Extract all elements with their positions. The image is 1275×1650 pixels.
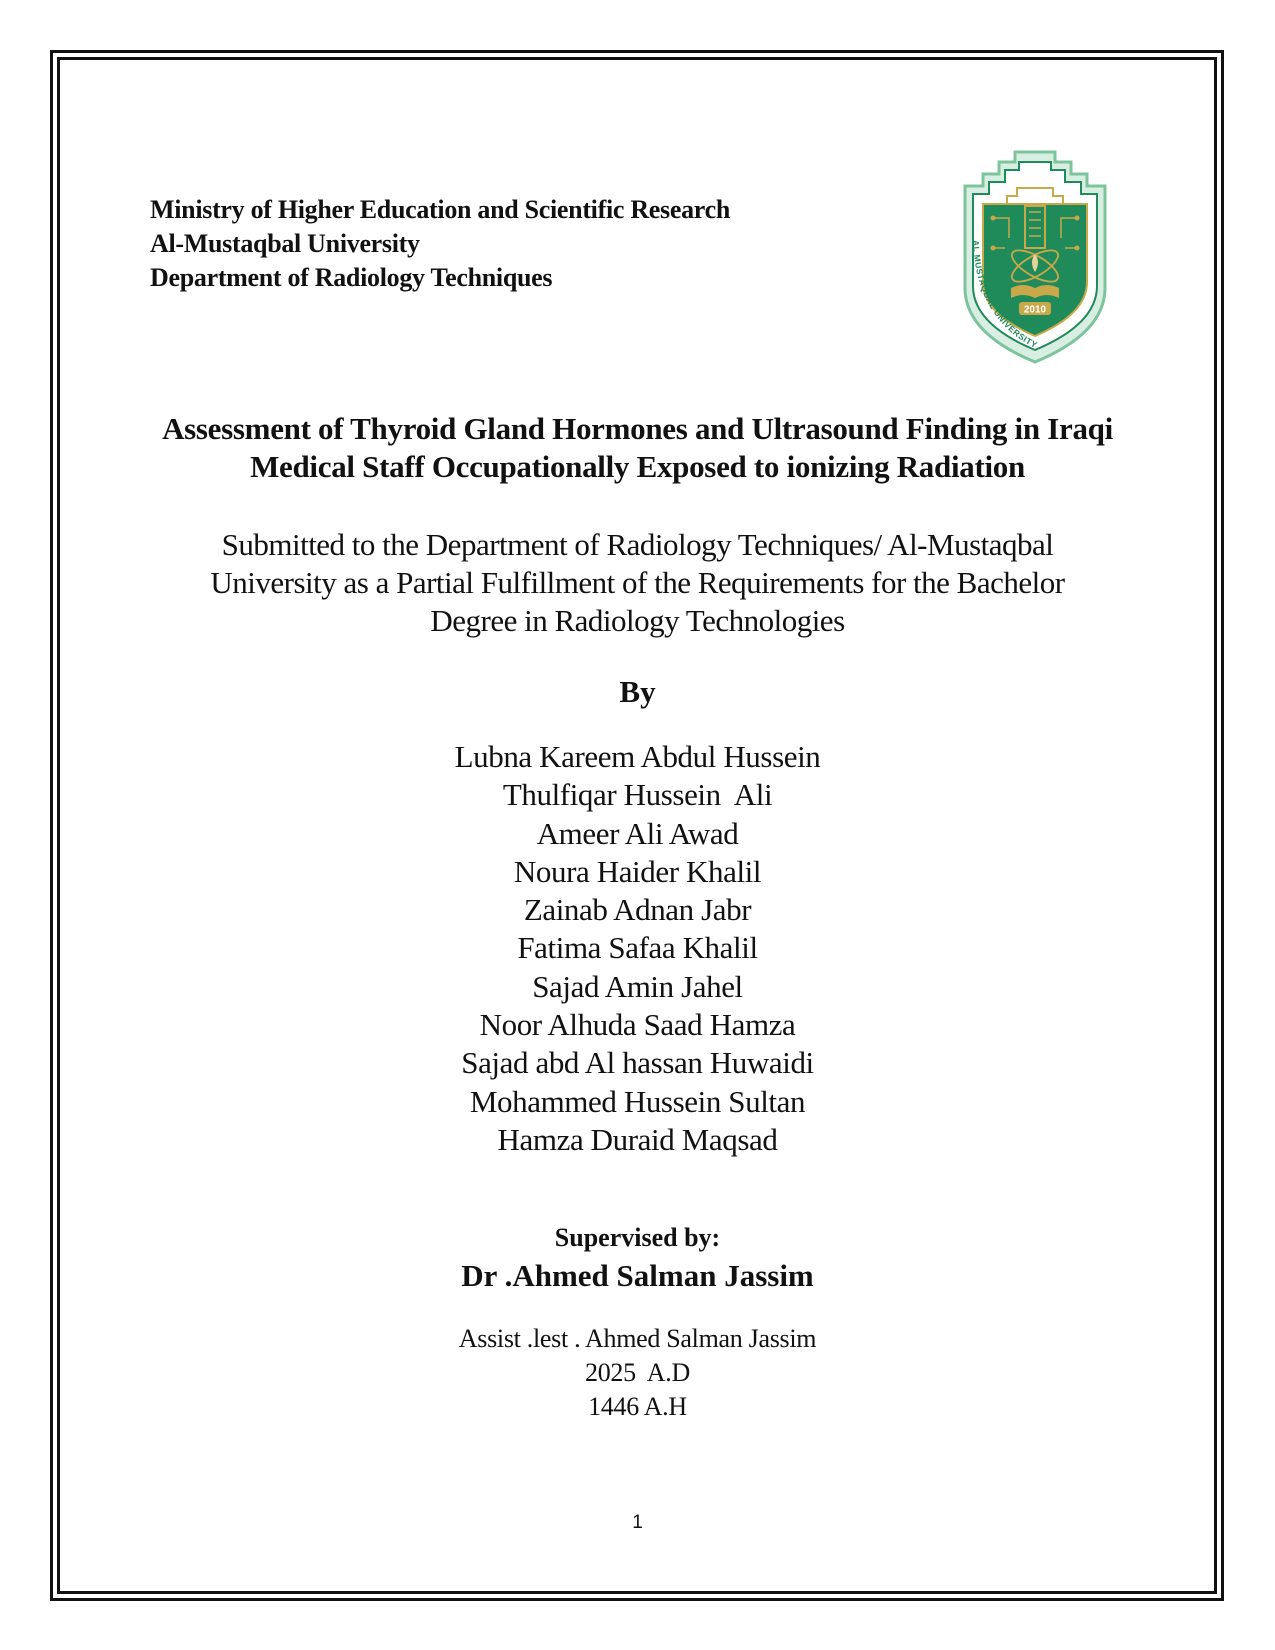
logo-year: 2010 xyxy=(1023,304,1047,316)
institution-header xyxy=(150,193,730,295)
thesis-title xyxy=(60,410,1215,486)
year-ah: 1446 A.H xyxy=(588,1392,687,1421)
author-name: Hamza Duraid Maqsad xyxy=(497,1121,778,1157)
author-name: Fatima Safaa Khalil xyxy=(517,930,758,966)
ministry-line: Ministry of Higher Education and Scientific Research xyxy=(150,195,730,224)
title-line-2: Medical Staff Occupationally Exposed to ionizing Radiation xyxy=(250,449,1025,484)
by-label: By xyxy=(619,674,656,709)
author-name: Noura Haider Khalil xyxy=(513,853,762,889)
submission-line-1: Submitted to the Department of Radiology Techniques/ Al-Mustaqbal xyxy=(221,527,1054,562)
author-name: Lubna Kareem Abdul Hussein xyxy=(454,739,821,774)
page-number: 1 xyxy=(632,1512,643,1533)
author-name: Mohammed Hussein Sultan xyxy=(469,1083,806,1119)
footer-info xyxy=(60,1322,1215,1424)
submission-statement xyxy=(60,526,1215,640)
author-name: Sajad abd Al hassan Huwaidi xyxy=(461,1045,814,1081)
author-name: Ameer Ali Awad xyxy=(536,815,739,851)
year-ad: 2025 A.D xyxy=(585,1358,690,1387)
logo-english-text: AL MUSTAQBAL UNIVERSITY xyxy=(970,239,1040,351)
supervisor-name: Dr .Ahmed Salman Jassim xyxy=(461,1258,814,1293)
author-name: Thulfiqar Hussein Ali xyxy=(502,777,773,813)
department-line: Department of Radiology Techniques xyxy=(150,263,553,292)
title-line-1: Assessment of Thyroid Gland Hormones and Ultrasound Finding in Iraqi xyxy=(162,411,1113,446)
assistant-line: Assist .lest . Ahmed Salman Jassim xyxy=(458,1324,817,1353)
author-name: Sajad Amin Jahel xyxy=(532,968,743,1004)
university-logo xyxy=(945,148,1125,366)
submission-line-2: University as a Partial Fulfillment of the Requirements for the Bachelor xyxy=(210,565,1065,600)
submission-line-3: Degree in Radiology Technologies xyxy=(430,603,845,638)
university-line: Al-Mustaqbal University xyxy=(150,229,420,258)
author-list xyxy=(60,738,1215,1159)
author-name: Noor Alhuda Saad Hamza xyxy=(479,1007,796,1043)
author-name: Zainab Adnan Jabr xyxy=(523,892,752,928)
supervised-by-label: Supervised by: xyxy=(554,1223,721,1252)
